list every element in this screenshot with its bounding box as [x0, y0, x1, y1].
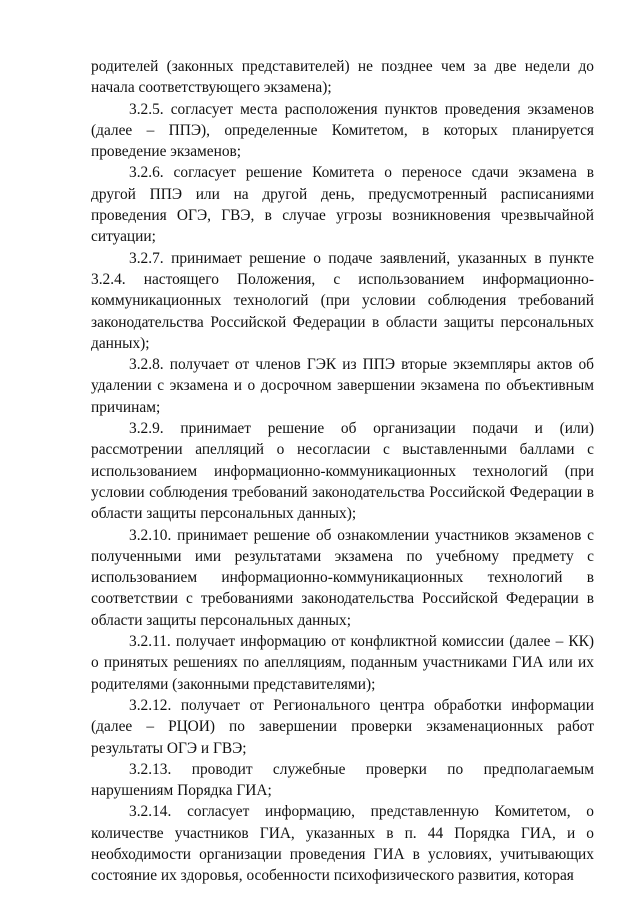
document-body: [91, 56, 594, 887]
paragraph-3-2-10: 3.2.10. принимает решение об ознакомлении участников экзаменов с полученными ими результатами экзамена по учебному предмету с использованием информационно-коммуникационных технологий в соответствии с требованиями законодательства Российской Федерации в области защиты персональных данных;: [91, 526, 594, 629]
paragraph-3-2-5: 3.2.5. согласует места расположения пунктов проведения экзаменов (далее – ППЭ), определенные Комитетом, в которых планируется проведение экзаменов;: [91, 100, 594, 161]
paragraph-3-2-13: 3.2.13. проводит служебные проверки по предполагаемым нарушениям Порядка ГИА;: [91, 760, 594, 800]
paragraph-3-2-14: 3.2.14. согласует информацию, представленную Комитетом, о количестве участников ГИА, указанных в п. 44 Порядка ГИА, и о необходимости организации проведения ГИА в условиях, учитывающих состояние их здоровья, особенности психофизического развития, которая: [91, 803, 594, 885]
paragraph-continuation: родителей (законных представителей) не позднее чем за две недели до начала соответствующего экзамена);: [91, 58, 594, 97]
paragraph-3-2-7: 3.2.7. принимает решение о подаче заявлений, указанных в пункте 3.2.4. настоящего Положения, с использованием информационно-коммуникационных технологий (при условии соблюдения требований законодательства Российской Федерации в области защиты персональных данных);: [91, 249, 594, 352]
paragraph-3-2-8: 3.2.8. получает от членов ГЭК из ППЭ вторые экземпляры актов об удалении с экзамена и о досрочном завершении экзамена по объективным причинам;: [91, 356, 594, 416]
paragraph-3-2-6: 3.2.6. согласует решение Комитета о переносе сдачи экзамена в другой ППЭ или на другой день, предусмотренный расписаниями проведения ОГЭ, ГВЭ, в случае угрозы возникновения чрезвычайной ситуации;: [91, 164, 594, 246]
paragraph-3-2-12: 3.2.12. получает от Регионального центра обработки информации (далее – РЦОИ) по завершении проверки экзаменационных работ результаты ОГЭ и ГВЭ;: [91, 696, 594, 757]
paragraph-3-2-11: 3.2.11. получает информацию от конфликтной комиссии (далее – КК) о принятых решениях по апелляциям, поданным участниками ГИА или их родителями (законными представителями);: [91, 633, 594, 693]
paragraph-3-2-9: 3.2.9. принимает решение об организации подачи и (или) рассмотрении апелляций о несогласии с выставленными баллами с использованием информационно-коммуникационных технологий (при условии соблюдения требований законодательства Российской Федерации в области защиты персональных данных);: [91, 420, 594, 523]
